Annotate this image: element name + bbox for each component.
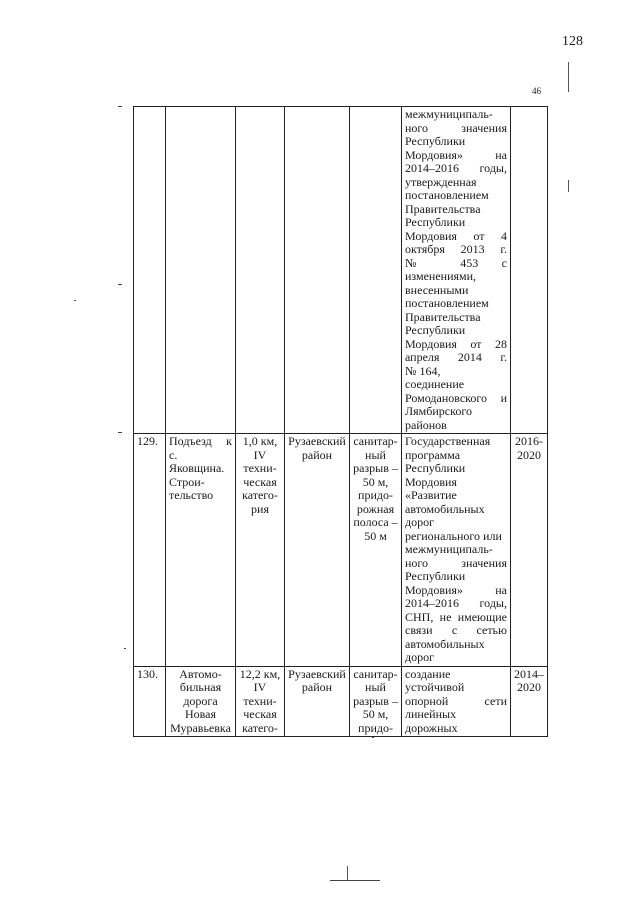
- name-line: бильная: [179, 680, 222, 694]
- desc-line: изменениями,: [405, 269, 477, 283]
- zone-line: ный: [365, 680, 386, 694]
- desc-line: Правительства: [405, 309, 481, 324]
- cell-params-cont: [236, 107, 285, 434]
- cell-params: [236, 666, 285, 737]
- name-line: Автомо-: [179, 666, 222, 681]
- zone-line: придо-: [358, 720, 393, 735]
- name-line: дорога: [183, 693, 218, 708]
- cell-name: [166, 666, 236, 737]
- zone-line: ный: [365, 447, 386, 462]
- cell-period: [511, 434, 548, 667]
- params-line: катего-: [242, 720, 278, 735]
- period-line: 2020: [517, 680, 541, 694]
- cell-num-cont: [134, 107, 166, 434]
- desc-line: Республики: [405, 569, 466, 583]
- desc-line: Государственная: [405, 434, 491, 448]
- desc-line: Республики: [405, 323, 466, 337]
- desc-line: ного значения: [405, 555, 507, 570]
- roads-table: [133, 106, 548, 737]
- desc-line: Республики: [405, 134, 466, 148]
- desc-line: программа: [405, 447, 461, 462]
- name-line: Строи-: [169, 474, 205, 489]
- desc-line: опорной сети: [405, 693, 507, 708]
- cell-params: [236, 434, 285, 667]
- desc-line: дорог: [405, 515, 435, 529]
- params-line: рия: [251, 501, 269, 516]
- district-line: район: [301, 447, 333, 462]
- desc-line: Мордовия: [405, 474, 457, 489]
- zone-line: 50 м: [364, 528, 387, 543]
- params-line: IV: [253, 680, 267, 694]
- scan-speck: [124, 648, 126, 649]
- name-line: Яковщина.: [169, 461, 225, 475]
- desc-line: соединение: [405, 377, 465, 391]
- desc-line: «Развитие: [405, 488, 457, 502]
- zone-line: разрыв –: [353, 461, 398, 475]
- cell-description-cont: [402, 107, 511, 434]
- desc-line: автомобильных: [405, 636, 485, 651]
- desc-line: Мордовия от 4: [405, 228, 507, 243]
- period-line: 2020: [517, 447, 541, 462]
- sub-page-number: 46: [532, 86, 541, 96]
- cell-name: [166, 434, 236, 667]
- params-line: IV: [253, 447, 267, 462]
- params-line: ческая: [243, 474, 277, 489]
- margin-mark: [347, 866, 348, 880]
- desc-line: СНП, не имеющие: [405, 609, 507, 624]
- cell-district: [285, 434, 350, 667]
- cell-num: 129.: [134, 434, 166, 667]
- desc-line: дорог: [405, 650, 435, 664]
- desc-line: октября 2013 г.: [405, 242, 507, 256]
- desc-line: устойчивой: [405, 680, 465, 694]
- desc-line: ного значения: [405, 120, 507, 135]
- district-line: район: [301, 680, 333, 694]
- margin-mark: [568, 62, 569, 92]
- cell-description: [402, 434, 511, 667]
- zone-line: санитар-: [353, 666, 398, 681]
- cell-zone: [350, 434, 402, 667]
- name-line: Муравьевка: [170, 720, 231, 735]
- name-line: с.: [169, 447, 178, 462]
- period-line: 2014–: [514, 666, 544, 681]
- page-number: 128: [562, 34, 583, 49]
- period-line: 2016-: [515, 434, 543, 448]
- scan-speck: [372, 737, 374, 738]
- zone-line: полоса –: [353, 515, 398, 529]
- desc-line: 2014–2016 годы,: [405, 161, 507, 175]
- table-row: [134, 434, 548, 667]
- scan-speck: [118, 432, 122, 433]
- desc-line: утвержденная: [405, 174, 477, 189]
- zone-line: санитар-: [353, 434, 398, 448]
- desc-line: 2014–2016 годы,: [405, 596, 507, 610]
- desc-line: Республики: [405, 215, 466, 229]
- desc-line: регионального или: [405, 528, 502, 543]
- desc-line: постановлением: [405, 296, 489, 310]
- desc-line: Мордовия» на: [405, 582, 507, 597]
- desc-line: постановлением: [405, 188, 489, 202]
- cell-zone-cont: [350, 107, 402, 434]
- scan-speck: [330, 880, 380, 881]
- cell-description: [402, 666, 511, 737]
- district-line: Рузаевский: [288, 666, 346, 681]
- cell-zone: [350, 666, 402, 737]
- desc-line: связи с сетью: [405, 623, 507, 637]
- cell-period: [511, 666, 548, 737]
- desc-line: линейных: [405, 707, 457, 721]
- cell-name-cont: [166, 107, 236, 434]
- params-line: техни-: [243, 693, 277, 708]
- desc-line: Ромодановского и: [405, 390, 507, 405]
- desc-line: межмуниципаль-: [405, 107, 493, 121]
- desc-line: Мордовия от 28: [405, 336, 507, 351]
- desc-line: автомобильных: [405, 501, 485, 516]
- desc-line: № 453 с: [405, 255, 507, 270]
- params-line: техни-: [243, 461, 277, 475]
- table-row: [134, 666, 548, 737]
- name-line: Подъезд к: [169, 434, 232, 448]
- name-line: Новая: [184, 707, 217, 721]
- desc-line: Лямбирского: [405, 404, 472, 418]
- cell-period-cont: [511, 107, 548, 434]
- desc-line: внесенными: [405, 282, 469, 297]
- scan-speck: [118, 284, 122, 285]
- params-line: катего-: [242, 488, 278, 502]
- desc-line: районов: [405, 417, 447, 432]
- table-row-continuation: [134, 107, 548, 434]
- name-line: тельство: [169, 488, 214, 502]
- desc-line: № 164,: [405, 363, 441, 378]
- params-line: 12,2 км,: [239, 666, 281, 681]
- district-line: Рузаевский: [288, 434, 346, 448]
- desc-line: Правительства: [405, 201, 481, 216]
- zone-line: рожная: [356, 501, 395, 516]
- zone-line: 50 м,: [362, 474, 389, 489]
- scan-speck: [74, 300, 76, 301]
- cell-district-cont: [285, 107, 350, 434]
- desc-line: Республики: [405, 461, 466, 475]
- zone-line: придо-: [358, 488, 393, 502]
- desc-line: Мордовия» на: [405, 147, 507, 162]
- desc-line: создание: [405, 666, 451, 681]
- cell-district: [285, 666, 350, 737]
- zone-line: разрыв –: [353, 693, 398, 708]
- params-line: ческая: [243, 707, 277, 721]
- zone-line: 50 м,: [362, 707, 389, 721]
- margin-mark: [568, 180, 569, 192]
- desc-line: межмуниципаль-: [405, 542, 493, 556]
- cell-num: 130.: [134, 666, 166, 737]
- params-line: 1,0 км,: [242, 434, 278, 448]
- desc-line: апреля 2014 г.: [405, 350, 507, 364]
- scan-speck: [118, 106, 122, 107]
- desc-line: дорожных: [405, 720, 458, 735]
